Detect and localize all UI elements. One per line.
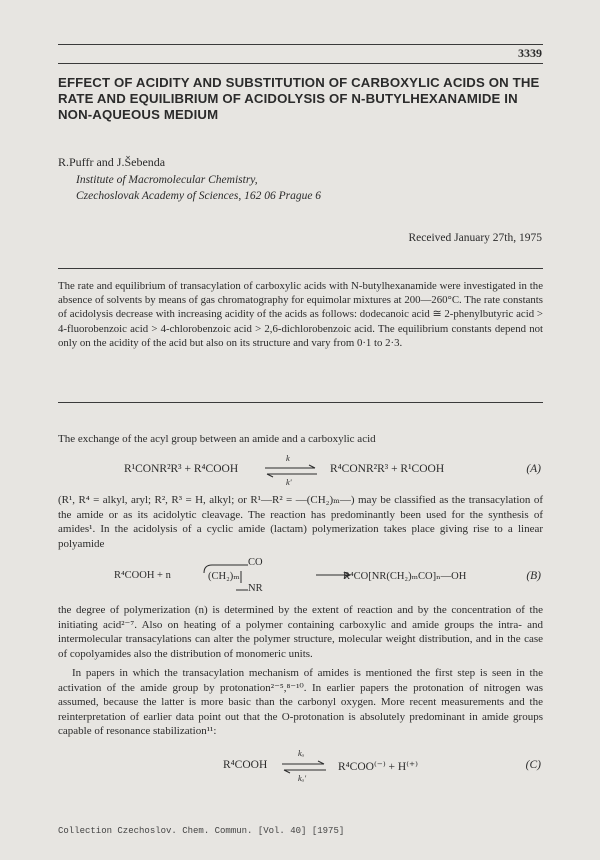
lactam-ring-bonds-icon [198, 559, 253, 595]
paragraph-after-b: the degree of polymerization (n) is determined by the extent of reaction and by the concentration of the initiating acid²⁻⁷. Also on heating of a polymer containing carboxylic and amide groups the intra- and intermolecular transacylations can alter the polymer structure, molecular weight distribution, and in the case of copolyamides also the distribution of monomeric units. [58, 604, 543, 660]
equation-a-lhs: R¹CONR²R³ + R⁴COOH [124, 463, 239, 475]
affiliation [76, 172, 321, 204]
paragraph-after-a: (R¹, R⁴ = alkyl, aryl; R², R³ = H, alkyl; or R¹—R² = —(CH₂)ₘ—) may be classified as the transacylation of the amide or as its acidolytic cleavage. The reaction has predominantly been used for the synthesis of amides¹. In the acidolysis of a cyclic amide (lactam) polymerization takes place giving rise to a linear polyamide [58, 494, 543, 550]
equation-b-label: (B) [526, 570, 541, 582]
equation-c-k-forward: kₐ [298, 748, 305, 758]
equation-a-rhs: R⁴CONR²R³ + R¹COOH [330, 463, 445, 475]
affiliation-line-2: Czechoslovak Academy of Sciences, 162 06 Prague 6 [76, 190, 322, 202]
equation-a-k-forward: k [286, 453, 290, 463]
equation-c-label: (C) [525, 759, 541, 771]
header-rule-lower [58, 63, 543, 64]
equation-c-rhs: R⁴COO⁽⁻⁾ + H⁽⁺⁾ [338, 761, 418, 773]
equation-a-label: (A) [526, 463, 541, 475]
authors: R.Puffr and J.Šebenda [58, 155, 166, 169]
equation-b-rhs: R⁴CO[NR(CH₂)ₘCO]ₙ—OH [343, 571, 467, 582]
ring-methylene: (CH₂)ₘ [208, 571, 240, 582]
equilibrium-arrow-icon [280, 760, 328, 774]
abstract: The rate and equilibrium of transacylation of carboxylic acids with N-butylhexanamide were investigated in the absence of solvents by means of gas chromatography for equimolar mixtures at 200—260°C. The rate constants of acidolysis decrease with increasing acidity of the acids as follows: dodecanoic acid ≅ 2-phenylbutyric acid > 4-fluorobenzoic acid > 4-chlorobenzoic acid > 2,6-dichlorobenzoic acid. The equilibrium constants depend not only on the acidity of the acid but also on its structure and vary from 0·1 to 2·3. [58, 280, 543, 349]
equation-a-k-reverse: k' [286, 477, 292, 487]
paragraph-mechanism: In papers in which the transacylation mechanism of amides is mentioned the first step is seen in the activation of the amide group by protonation²⁻⁵,⁸⁻¹⁰. In earlier papers the protonation of nitrogen was assumed, because the latter is more basic than the carbonyl oxygen. More recent measurements and the reinterpretation of earlier data point out that the O-protonation is absolutely predominant in amide groups capable of resonance stabilization¹¹: [58, 667, 543, 738]
abstract-top-rule [58, 268, 543, 269]
article-title: EFFECT OF ACIDITY AND SUBSTITUTION OF CARBOXYLIC ACIDS ON THE RATE AND EQUILIBRIUM OF ACIDOLYSIS OF N-BUTYLHEXANAMIDE IN NON-AQUEOUS MEDIUM [58, 75, 540, 122]
equation-b-lhs: R⁴COOH + n [114, 570, 171, 581]
equation-c-lhs: R⁴COOH [223, 759, 268, 771]
intro-paragraph: The exchange of the acyl group between an amide and a carboxylic acid [58, 433, 376, 445]
affiliation-line-1: Institute of Macromolecular Chemistry, [76, 174, 258, 186]
equation-a [58, 455, 543, 485]
equation-c [58, 748, 543, 783]
header-rule [58, 44, 543, 45]
equation-c-k-reverse: kₐ' [298, 773, 307, 783]
page-number: 3339 [518, 46, 542, 60]
equilibrium-arrow-icon [263, 464, 319, 478]
journal-footer: Collection Czechoslov. Chem. Commun. [Vol. 40] [1975] [58, 826, 345, 836]
abstract-bottom-rule [58, 402, 543, 403]
ring-nitrogen: NR [248, 583, 263, 594]
received-date: Received January 27th, 1975 [408, 232, 542, 244]
equation-b [58, 557, 543, 597]
ring-carbonyl: CO [248, 557, 263, 568]
